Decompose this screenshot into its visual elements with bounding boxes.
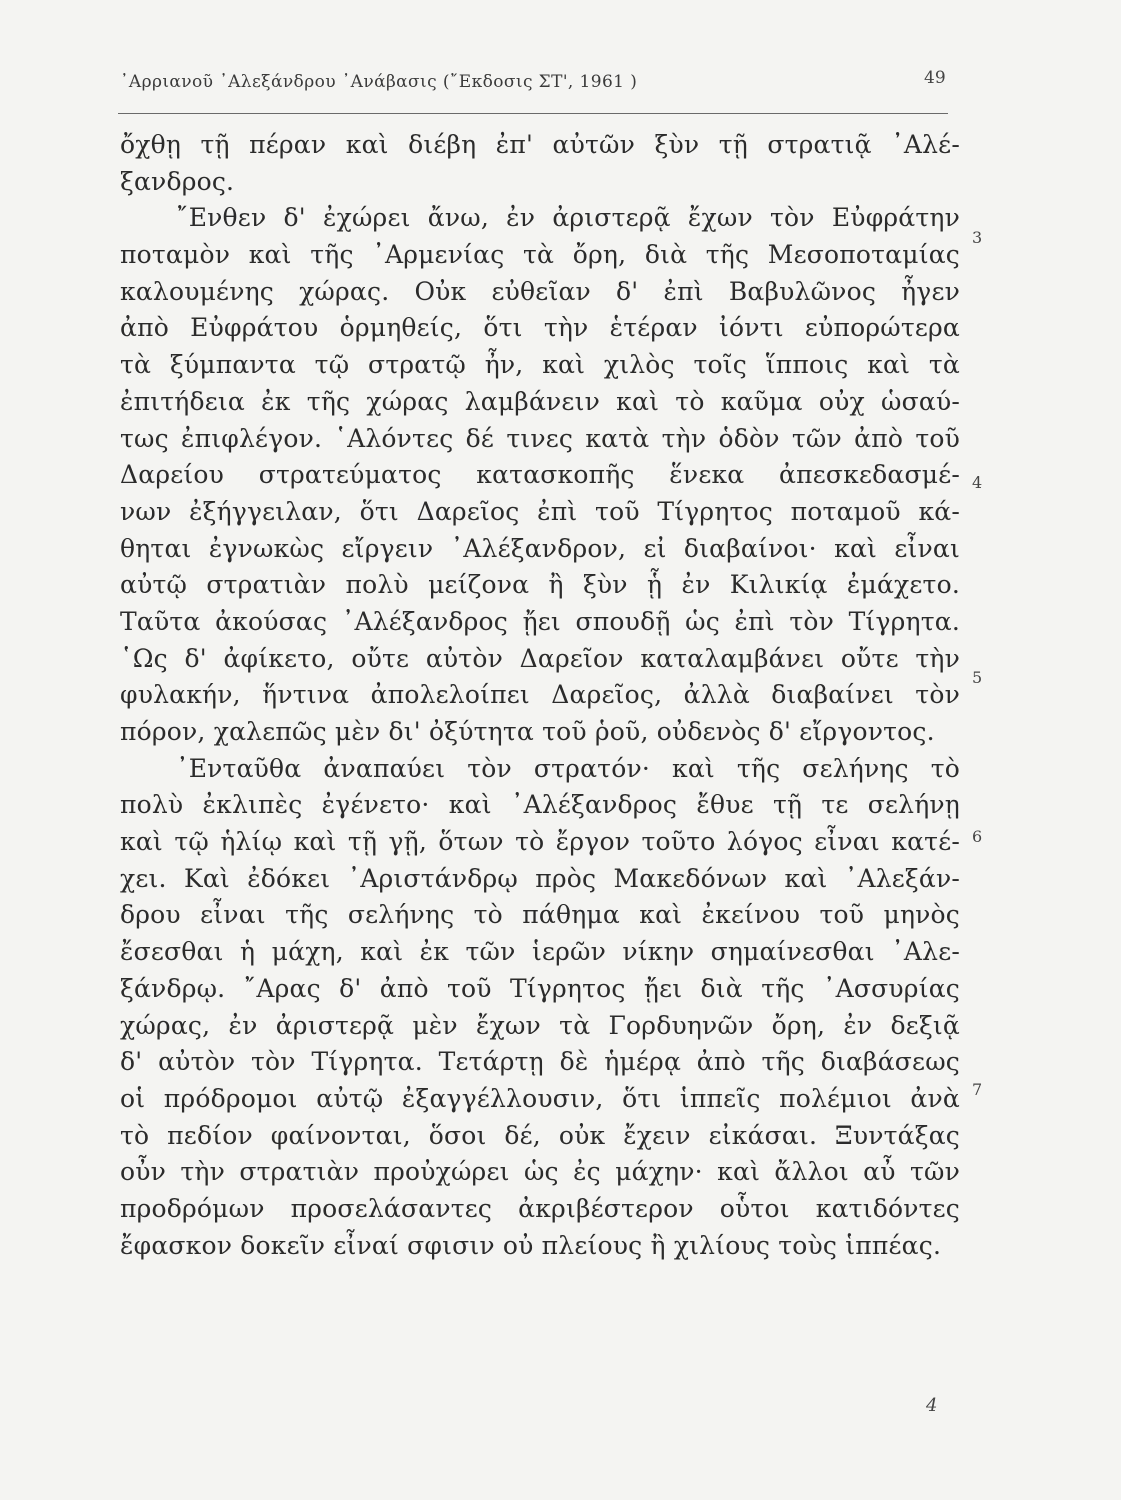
body-text [120, 127, 960, 1264]
margin-section-number: 7 [972, 1080, 983, 1099]
signature-mark: 4 [926, 1395, 938, 1416]
text-line: ποταμὸν καὶ τῆς ᾿Αρμενίας τὰ ὄρη, διὰ τῆς Μεσοποταμίας [120, 240, 960, 270]
text-line: ξάνδρῳ. ῎Αρας δ' ἀπὸ τοῦ Τίγρητος ᾔει διὰ τῆς ᾿Ασσυρίας [120, 973, 960, 1003]
text-line: δ' αὐτὸν τὸν Τίγρητα. Τετάρτῃ δὲ ἡμέρᾳ ἀπὸ τῆς διαβάσεως [120, 1047, 960, 1077]
text-line: ἐπιτήδεια ἐκ τῆς χώρας λαμβάνειν καὶ τὸ καῦμα οὐχ ὡσαύ- [120, 386, 960, 416]
text-line: ξανδρος. [120, 166, 235, 196]
text-line: οἱ πρόδρομοι αὐτῷ ἐξαγγέλλουσιν, ὅτι ἱππεῖς πολέμιοι ἀνὰ [120, 1083, 960, 1113]
running-head: ᾿Αρριανοῦ ᾿Αλεξάνδρου ᾿Ανάβασις (῎Εκδοσις ΣΤ', 1961 ) [120, 72, 638, 92]
text-line: τὸ πεδίον φαίνονται, ὅσοι δέ, οὐκ ἔχειν εἰκάσαι. Ξυντάξας [120, 1120, 960, 1150]
text-line: τως ἐπιφλέγον. ῾Αλόντες δέ τινες κατὰ τὴν ὁδὸν τῶν ἀπὸ τοῦ [120, 423, 960, 453]
text-line: ἔσεσθαι ἡ μάχη, καὶ ἐκ τῶν ἱερῶν νίκην σημαίνεσθαι ᾿Αλε- [120, 937, 960, 967]
text-line: χώρας, ἐν ἀριστερᾷ μὲν ἔχων τὰ Γορδυηνῶν ὄρη, ἐν δεξιᾷ [120, 1010, 960, 1040]
text-line: αὐτῷ στρατιὰν πολὺ μείζονα ἢ ξὺν ᾗ ἐν Κιλικίᾳ ἐμάχετο. [120, 570, 960, 600]
text-line: θηται ἐγνωκὼς εἴργειν ᾿Αλέξανδρον, εἰ διαβαίνοι· καὶ εἶναι [120, 533, 960, 563]
text-line: χει. Καὶ ἐδόκει ᾿Αριστάνδρῳ πρὸς Μακεδόνων καὶ ᾿Αλεξάν- [120, 863, 960, 893]
text-line: νων ἐξήγγειλαν, ὅτι Δαρεῖος ἐπὶ τοῦ Τίγρητος ποταμοῦ κά- [120, 496, 960, 526]
text-line: ῎Ενθεν δ' ἐχώρει ἄνω, ἐν ἀριστερᾷ ἔχων τὸν Εὐφράτην [176, 203, 960, 233]
text-line: ἔφασκον δοκεῖν εἶναί σφισιν οὐ πλείους ἢ χιλίους τοὺς ἱππέας. [120, 1230, 942, 1260]
margin-section-number: 5 [972, 668, 983, 687]
text-line: ῾Ως δ' ἀφίκετο, οὔτε αὐτὸν Δαρεῖον καταλαμβάνει οὔτε τὴν [120, 643, 960, 673]
text-line: πολὺ ἐκλιπὲς ἐγένετο· καὶ ᾿Αλέξανδρος ἔθυε τῇ τε σελήνῃ [120, 790, 960, 820]
margin-section-number: 4 [972, 473, 983, 492]
text-line: φυλακήν, ἥντινα ἀπολελοίπει Δαρεῖος, ἀλλὰ διαβαίνει τὸν [120, 680, 960, 710]
page-number: 49 [924, 68, 946, 88]
text-line: καὶ τῷ ἡλίῳ καὶ τῇ γῇ, ὅτων τὸ ἔργον τοῦτο λόγος εἶναι κατέ- [120, 827, 960, 857]
header-rule [118, 113, 948, 114]
text-line: καλουμένης χώρας. Οὐκ εὐθεῖαν δ' ἐπὶ Βαβυλῶνος ἦγεν [120, 276, 960, 306]
text-line: Δαρείου στρατεύματος κατασκοπῆς ἕνεκα ἀπεσκεδασμέ- [120, 460, 960, 490]
text-line: Ταῦτα ἀκούσας ᾿Αλέξανδρος ᾔει σπουδῇ ὡς ἐπὶ τὸν Τίγρητα. [120, 606, 960, 636]
text-line: προδρόμων προσελάσαντες ἀκριβέστερον οὗτοι κατιδόντες [120, 1193, 960, 1223]
text-line: ᾿Ενταῦθα ἀναπαύει τὸν στρατόν· καὶ τῆς σελήνης τὸ [176, 753, 960, 783]
text-line: πόρον, χαλεπῶς μὲν δι' ὀξύτητα τοῦ ῥοῦ, οὐδενὸς δ' εἴργοντος. [120, 717, 935, 746]
text-line: δρου εἶναι τῆς σελήνης τὸ πάθημα καὶ ἐκείνου τοῦ μηνὸς [120, 900, 960, 930]
margin-section-number: 3 [972, 228, 983, 247]
margin-section-number: 6 [972, 827, 983, 846]
text-line: ἀπὸ Εὐφράτου ὁρμηθείς, ὅτι τὴν ἑτέραν ἰόντι εὐπορώτερα [120, 313, 960, 343]
text-line: τὰ ξύμπαντα τῷ στρατῷ ἦν, καὶ χιλὸς τοῖς ἵπποις καὶ τὰ [120, 350, 960, 380]
text-line: ὄχθῃ τῇ πέραν καὶ διέβη ἐπ' αὐτῶν ξὺν τῇ στρατιᾷ ᾿Αλέ- [120, 130, 960, 159]
text-line: οὖν τὴν στρατιὰν προὐχώρει ὡς ἐς μάχην· καὶ ἄλλοι αὖ τῶν [120, 1157, 960, 1187]
